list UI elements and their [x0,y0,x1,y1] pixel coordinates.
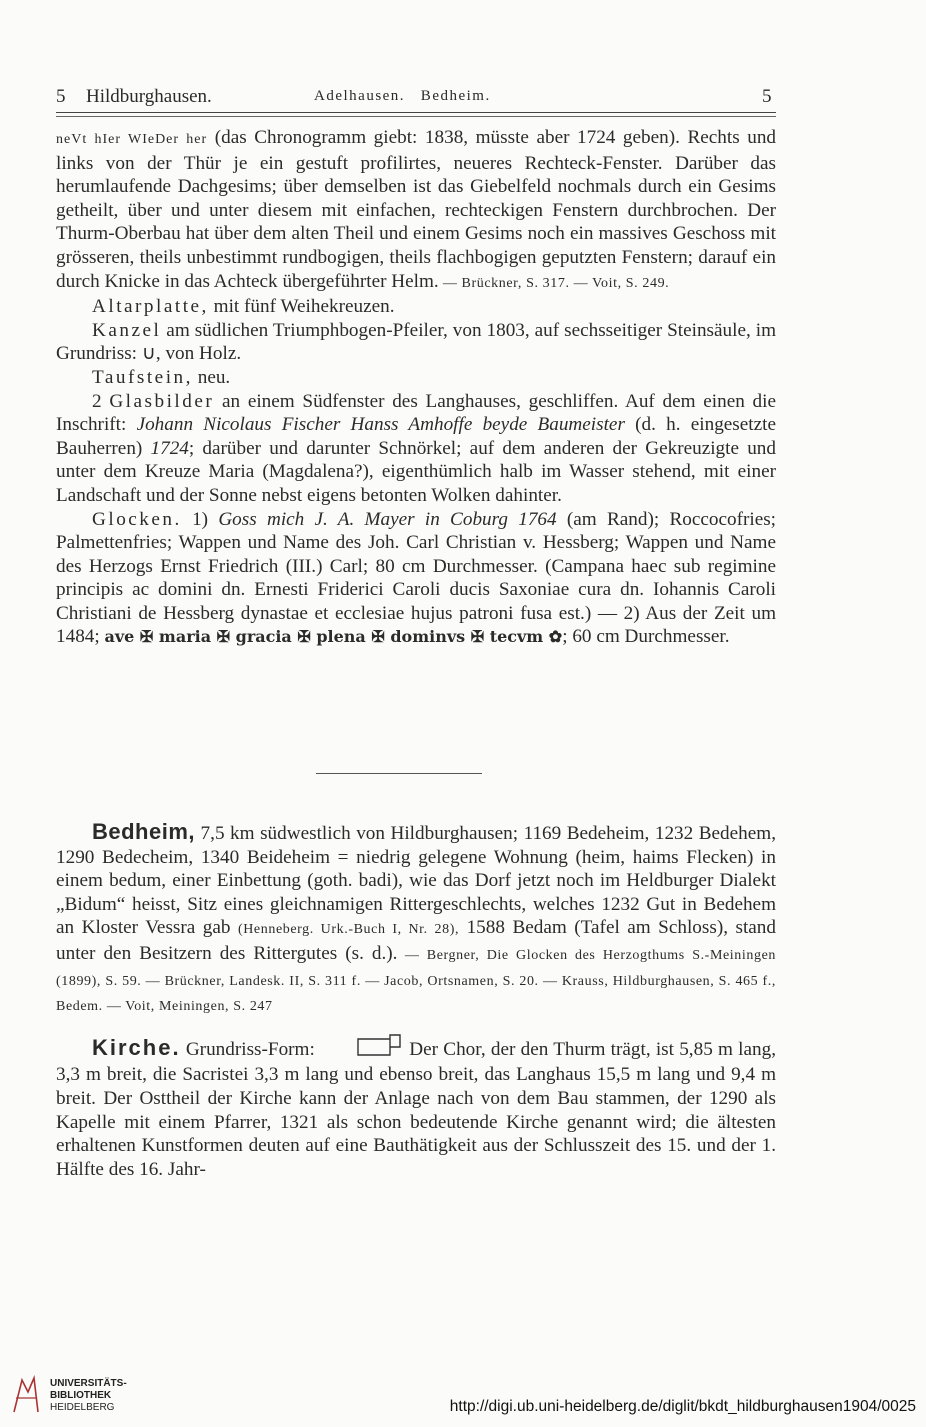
bell-inscription-2: ave ✠ maria ✠ gracia ✠ plena ✠ dominvs ✠ tecvm ✿ [104,627,563,647]
paragraph-glocken: Glocken. 1) Goss mich J. A. Mayer in Coburg 1764 (am Rand); Roccocofries; Palmettenfries; Wappen und Name des Joh. Carl Christian v. Hessberg; Wappen und Name des Herzogs Ernst Friedrich (III.) Carl; 80 cm Durchmesser. (Campana haec sub regimine principis ac domini dn. Ernesti Friderici Caroli ducis Saxoniae cura dn. Iohannis Caroli Christiani de Hessberg dynastae et ecclesiae hujus patroni fusa est.) — 2) Aus der Zeit um 1484; ave ✠ maria ✠ gracia ✠ plena ✠ dominvs ✠ tecvm ✿; 60 cm Durchmesser. [56,508,777,648]
paragraph-taufstein: Taufstein, neu. [92,366,231,388]
hexagon-plan-symbol: ∪, [141,343,161,365]
logo-line-1: UNIVERSITÄTS- [50,1378,127,1389]
paragraph-kanzel: Kanzel am südlichen Triumphbogen-Pfeiler, von 1803, auf sechsseitiger Steinsäule, im Grundriss: ∪, von Holz. [56,319,776,365]
term-glasbilder: Glasbilder [109,390,215,412]
section-adelhausen [56,126,776,649]
paragraph-glasbilder: 2 Glasbilder an einem Südfenster des Langhauses, geschliffen. Auf dem einen die Inschrift: Johann Nicolaus Fischer Hanss Amhoffe beyde Baumeister (d. h. eingesetzte Bauherren) 1724; darüber und darunter Schnörkel; auf dem anderen der Gekreuzigte und unter dem Kreuze Maria (Magdalena?), eigenthümlich halb im Wasser stehend, mit einer Landschaft und der Sonne nebst eigens betonten Wolken dahinter. [56,390,776,506]
source-url-link[interactable]: http://digi.ub.uni-heidelberg.de/diglit/bkdt_hildburghausen1904/0025 [449,1398,916,1415]
page-number-left: 5 [56,86,66,107]
heidelberg-lion-icon [8,1372,44,1418]
bell-inscription-1: Goss mich J. A. Mayer in Coburg 1764 [218,508,557,530]
term-taufstein: Taufstein, [92,366,193,388]
section-bedheim [56,820,776,1181]
heading-bedheim: Bedheim, [92,819,196,844]
paragraph-kirche: Kirche. Grundriss-Form: Der Chor, der den Thurm trägt, ist 5,85 m lang, 3,3 m breit, die Sacristei 3,3 m lang und ebenso breit, das Langhaus 15,5 m lang und 9,4 m breit. Der Osttheil der Kirche kann der Anlage nach von dem Bau stammen, der 1290 als Kapelle mit einem Pfarrer, 1321 als schon bedeutende Kirche genannt wird; die ältesten erhaltenen Kunstformen deuten auf eine Bauthätigkeit aus der Schlusszeit des 15. und der 1. Hälfte des 16. Jahr- [56,1034,777,1180]
header-center: Adelhausen. Bedheim. [314,88,491,104]
floor-plan-icon [320,1033,404,1064]
chronogram: neVt hIer WIeDer her [56,132,208,147]
heading-kirche: Kirche. [92,1034,181,1060]
paragraph-tower: neVt hIer WIeDer her (das Chronogramm giebt: 1838, müsste aber 1724 geben). Rechts und links von der Thür je ein gestuft profilirtes, neueres Rechteck-Fenster. Darüber das herumlaufende Dachgesims; über demselben ist das Giebelfeld nochmals durch ein Gesims getheilt, über und unter diesem mit einfachen, rechteckigen Fenstern durchbrochen. Der Thurm-Oberbau hat über dem alten Theil und einem Gesims noch ein massives Geschoss mit grösseren, theils unbestimmt rundbogigen, theils flachbogigen geputzten Fenstern; darauf ein durch Knicke in das Achteck übergeführter Helm. — Brückner, S. 317. — Voit, S. 249. [56,127,777,292]
page-number-right: 5 [762,86,772,107]
references: — Bergner, Die Glocken des Herzogthums S.-Meiningen (1899), S. 59. — Brückner, Landesk. II, S. 311 f. — Jacob, Ortsnamen, S. 20. — Krauss, Hildburghausen, S. 465 f., Bedem. — Voit, Meiningen, S. 247 [56,947,776,1015]
inscription: Johann Nicolaus Fischer Hanss Amhoffe beyde Baumeister [136,414,625,436]
paragraph-bedheim: Bedheim, 7,5 km südwestlich von Hildburghausen; 1169 Bedeheim, 1232 Bedehem, 1290 Bedecheim, 1340 Beideheim = niedrig gelegene Wohnung (heim, haims Flecken) in einem bedum, einer Einbettung (goth. badi), wie das Dorf jetzt noch im Heldburger Dialekt „Bidum“ heisst, Sitz eines gleichnamigen Rittergeschlechts, welches 1232 Gut in Bedehem an Kloster Vessra gab (Henneberg. Urk.-Buch I, Nr. 28), 1588 Bedam (Tafel am Schloss), stand unter den Besitzern des Rittergutes (s. d.). — Bergner, Die Glocken des Herzogthums S.-Meiningen (1899), S. 59. — Brückner, Landesk. II, S. 311 f. — Jacob, Ortsnamen, S. 20. — Krauss, Hildburghausen, S. 465 f., Bedem. — Voit, Meiningen, S. 247 [56,819,776,1015]
term-altarplatte: Altarplatte, [92,296,209,318]
term-glocken: Glocken. [92,508,182,530]
header-rule [56,112,776,113]
running-header [56,80,776,110]
library-logo [8,1372,158,1422]
term-kanzel: Kanzel [92,319,162,341]
logo-line-3: HEIDELBERG [50,1402,115,1413]
header-rule-thin [56,116,776,117]
section-separator [316,773,482,774]
header-place: Hildburghausen. [86,86,212,107]
logo-line-2: BIBLIOTHEK [50,1390,112,1401]
references: — Brückner, S. 317. — Voit, S. 249. [438,275,670,291]
paragraph-altar: Altarplatte, mit fünf Weihekreuzen. [92,296,395,318]
